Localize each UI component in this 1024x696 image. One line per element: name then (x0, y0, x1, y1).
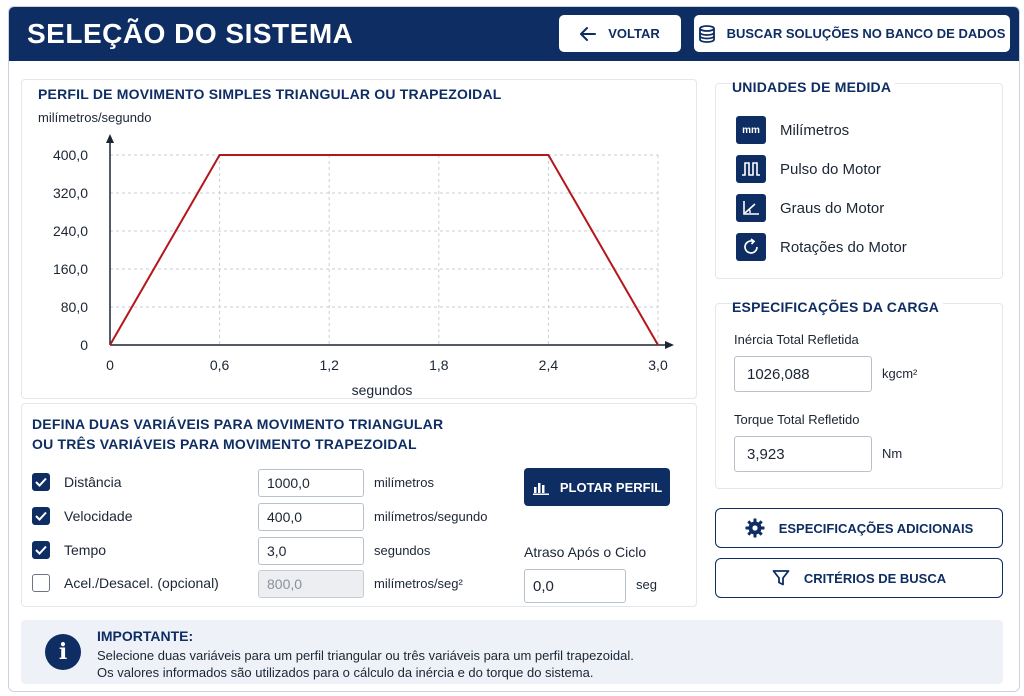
app-window (8, 6, 1020, 692)
check-icon (35, 477, 47, 487)
x-tick-label: 3,0 (648, 357, 668, 373)
mm-icon: mm (736, 116, 766, 144)
x-tick-label: 1,2 (319, 357, 339, 373)
variable-unit: milímetros/seg² (374, 576, 463, 591)
variable-input (258, 570, 364, 598)
variable-checkbox[interactable] (32, 473, 50, 491)
variable-input[interactable] (258, 537, 364, 565)
important-title: IMPORTANTE: (97, 628, 194, 644)
check-icon (35, 511, 47, 521)
filter-icon (772, 569, 790, 587)
torque-field[interactable] (734, 436, 872, 472)
variables-title-line2: OU TRÊS VARIÁVEIS PARA MOVIMENTO TRAPEZOIDAL (32, 436, 417, 452)
search-criteria-label: CRITÉRIOS DE BUSCA (803, 570, 947, 586)
unit-label-millimeters: Milímetros (780, 121, 850, 139)
units-panel (715, 79, 1003, 279)
important-notice (21, 620, 1003, 684)
x-axis-arrow (665, 341, 674, 349)
x-tick-label: 0 (106, 357, 114, 373)
x-tick-label: 1,8 (429, 357, 449, 373)
unit-label-motor-degrees: Graus do Motor (780, 199, 885, 217)
variable-unit: milímetros (374, 475, 434, 490)
back-button-label: VOLTAR (608, 26, 660, 41)
velocity-profile-line (110, 155, 658, 345)
bar-chart-icon (532, 479, 550, 495)
motion-profile-title: PERFIL DE MOVIMENTO SIMPLES TRIANGULAR OU TRAPEZOIDAL (38, 86, 502, 102)
delay-label: Atraso Após o Ciclo (524, 544, 647, 560)
y-tick-label: 0 (80, 337, 88, 353)
additional-specs-button[interactable] (715, 508, 1003, 548)
search-criteria-button[interactable] (715, 558, 1003, 598)
x-axis-label: segundos (351, 382, 413, 398)
variables-title-line1: DEFINA DUAS VARIÁVEIS PARA MOVIMENTO TRIANGULAR (32, 416, 444, 432)
degrees-icon (736, 194, 766, 222)
x-tick-label: 2,4 (538, 357, 559, 373)
rotation-icon (736, 233, 766, 261)
y-tick-label: 320,0 (52, 185, 88, 201)
variable-checkbox[interactable] (32, 541, 50, 559)
inertia-label: Inércia Total Refletida (734, 332, 859, 347)
variable-label: Acel./Desacel. (opcional) (64, 575, 219, 591)
unit-label-motor-pulse: Pulso do Motor (780, 160, 881, 178)
torque-unit: Nm (882, 446, 903, 461)
variable-checkbox[interactable] (32, 574, 50, 592)
torque-label: Torque Total Refletido (734, 412, 860, 427)
variable-input[interactable] (258, 503, 364, 531)
y-axis-arrow (106, 134, 114, 143)
variable-unit: milímetros/segundo (374, 509, 488, 524)
additional-specs-label: ESPECIFICAÇÕES ADICIONAIS (778, 520, 974, 536)
y-tick-label: 240,0 (52, 223, 88, 239)
load-specs-title: ESPECIFICAÇÕES DA CARGA (732, 299, 943, 315)
unit-option-millimeters[interactable] (736, 116, 849, 144)
motion-profile-panel (21, 79, 697, 399)
arrow-left-icon (580, 27, 596, 41)
inertia-field[interactable] (734, 356, 872, 392)
check-icon (35, 545, 47, 555)
variable-unit: segundos (374, 543, 431, 558)
gear-icon (745, 518, 765, 538)
variable-label: Tempo (64, 542, 107, 558)
variables-panel (21, 403, 697, 607)
plot-profile-button[interactable] (524, 468, 670, 506)
y-tick-label: 80,0 (60, 299, 88, 315)
delay-unit: seg (636, 577, 657, 592)
info-icon: i (45, 634, 81, 670)
variable-label: Distância (64, 474, 122, 490)
motion-profile-chart (22, 80, 698, 400)
unit-option-motor-degrees[interactable] (736, 194, 884, 222)
variable-label: Velocidade (64, 508, 133, 524)
inertia-unit: kgcm² (882, 366, 918, 381)
header-bar (9, 7, 1020, 61)
page-title: SELEÇÃO DO SISTEMA (27, 18, 354, 49)
variable-checkbox[interactable] (32, 507, 50, 525)
y-tick-label: 400,0 (52, 147, 88, 163)
unit-label-motor-rotations: Rotações do Motor (780, 238, 907, 256)
database-icon (699, 25, 715, 43)
x-tick-label: 0,6 (209, 357, 230, 373)
important-line-2: Os valores informados são utilizados para o cálculo da inércia e do torque do sistema. (97, 665, 594, 680)
y-axis-label: milímetros/segundo (38, 110, 152, 125)
load-specs-panel (715, 299, 1003, 489)
unit-option-motor-pulse[interactable] (736, 155, 881, 183)
unit-option-motor-rotations[interactable] (736, 233, 907, 261)
y-tick-label: 160,0 (52, 261, 88, 277)
search-database-button[interactable] (694, 15, 1010, 52)
back-button[interactable] (559, 15, 681, 52)
pulse-icon (736, 155, 766, 183)
plot-profile-label: PLOTAR PERFIL (559, 479, 663, 495)
delay-input[interactable] (524, 569, 626, 603)
units-title: UNIDADES DE MEDIDA (732, 79, 895, 95)
important-line-1: Selecione duas variáveis para um perfil triangular ou três variáveis para um perfil trapezoidal. (97, 648, 634, 663)
variable-input[interactable] (258, 469, 364, 497)
search-database-label: BUSCAR SOLUÇÕES NO BANCO DE DADOS (726, 26, 1006, 41)
